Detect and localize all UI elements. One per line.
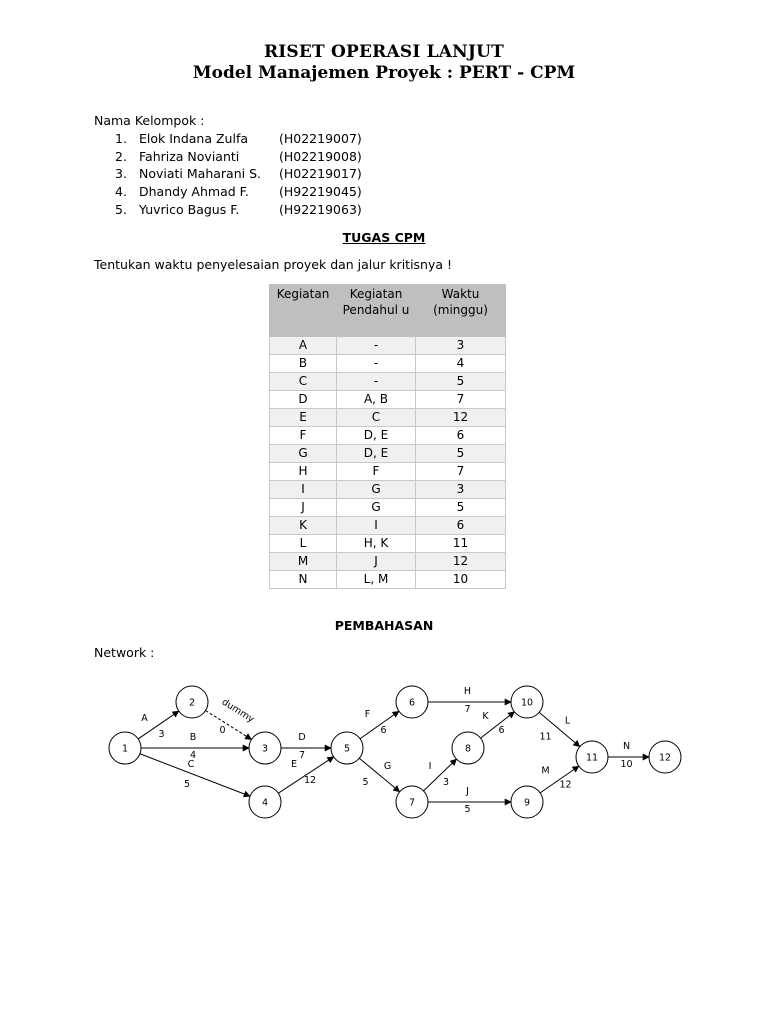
table-row bbox=[270, 463, 506, 481]
edge-activity-label: F bbox=[364, 709, 371, 720]
edge-activity-label: G bbox=[383, 761, 392, 772]
edge-activity-label: I bbox=[428, 761, 432, 772]
table-row bbox=[270, 391, 506, 409]
edge-duration-label: 6 bbox=[498, 725, 505, 736]
network-diagram bbox=[0, 670, 768, 840]
edge-duration-label: 5 bbox=[183, 779, 191, 790]
edge-activity-label: B bbox=[189, 732, 197, 743]
member-number: 3. bbox=[115, 166, 127, 181]
node-label: 11 bbox=[585, 752, 599, 764]
table-row bbox=[270, 445, 506, 463]
edge-activity-label: A bbox=[141, 713, 148, 724]
member-nim: (H92219045) bbox=[279, 184, 362, 199]
cell-predecessor: A, B bbox=[337, 391, 416, 409]
cell-duration: 6 bbox=[416, 517, 506, 535]
cell-predecessor: G bbox=[337, 499, 416, 517]
edge-duration-label: 5 bbox=[362, 777, 369, 788]
edge-activity-label: L bbox=[564, 715, 571, 727]
edge-duration-label: 6 bbox=[380, 725, 387, 736]
table-row bbox=[270, 517, 506, 535]
cell-predecessor: L, M bbox=[337, 571, 416, 589]
edge-activity-label: H bbox=[463, 686, 472, 697]
table-row bbox=[270, 481, 506, 499]
cell-activity: I bbox=[270, 481, 337, 499]
cell-activity: N bbox=[270, 571, 337, 589]
cell-duration: 11 bbox=[416, 535, 506, 553]
cell-duration: 4 bbox=[416, 355, 506, 373]
table-row bbox=[270, 409, 506, 427]
node-label: 3 bbox=[261, 743, 269, 755]
node-label: 4 bbox=[261, 797, 269, 809]
cell-duration: 7 bbox=[416, 391, 506, 409]
table-row bbox=[270, 535, 506, 553]
edge-activity-label: dummy bbox=[219, 696, 257, 726]
table-row bbox=[270, 355, 506, 373]
table-row bbox=[270, 427, 506, 445]
member-number: 2. bbox=[115, 149, 127, 164]
node-label: 9 bbox=[523, 797, 531, 809]
node-label: 7 bbox=[408, 797, 416, 809]
cell-activity: K bbox=[270, 517, 337, 535]
cell-activity: F bbox=[270, 427, 337, 445]
member-nim: (H02219008) bbox=[279, 149, 362, 164]
cell-duration: 7 bbox=[416, 463, 506, 481]
cell-duration: 5 bbox=[416, 445, 506, 463]
header-duration: Waktu (minggu) bbox=[416, 285, 506, 337]
node-label: 10 bbox=[520, 697, 534, 709]
node-label: 8 bbox=[464, 743, 472, 755]
cell-duration: 12 bbox=[416, 553, 506, 571]
cell-predecessor: - bbox=[337, 355, 416, 373]
header-predecessor: Kegiatan Pendahul u bbox=[337, 285, 416, 337]
node-label: 5 bbox=[343, 743, 351, 755]
edge-activity-label: C bbox=[187, 759, 195, 770]
member-number: 5. bbox=[115, 202, 127, 217]
edge-activity-label: N bbox=[622, 741, 631, 752]
section-title: PEMBAHASAN bbox=[334, 618, 434, 633]
table-row bbox=[270, 571, 506, 589]
cell-activity: B bbox=[270, 355, 337, 373]
edge-activity-label: J bbox=[466, 786, 469, 797]
member-nim: (H02219017) bbox=[279, 166, 362, 181]
cell-predecessor: H, K bbox=[337, 535, 416, 553]
task-instruction: Tentukan waktu penyelesaian proyek dan jalur kritisnya ! bbox=[94, 257, 453, 272]
cell-predecessor: J bbox=[337, 553, 416, 571]
table-row bbox=[270, 337, 506, 355]
cell-predecessor: G bbox=[337, 481, 416, 499]
member-name: Elok Indana Zulfa bbox=[139, 131, 249, 146]
edge-activity-label: K bbox=[482, 711, 489, 722]
table-row bbox=[270, 553, 506, 571]
cell-activity: J bbox=[270, 499, 337, 517]
cell-predecessor: I bbox=[337, 517, 416, 535]
edge-activity-label: E bbox=[290, 759, 298, 770]
cell-activity: C bbox=[270, 373, 337, 391]
cell-activity: L bbox=[270, 535, 337, 553]
member-number: 1. bbox=[115, 131, 127, 146]
edge-duration-label: 12 bbox=[303, 775, 317, 786]
member-name: Noviati Maharani S. bbox=[139, 166, 261, 181]
cell-predecessor: - bbox=[337, 373, 416, 391]
cell-predecessor: C bbox=[337, 409, 416, 427]
edge-duration-label: 11 bbox=[539, 731, 552, 743]
cell-predecessor: D, E bbox=[337, 445, 416, 463]
edge-duration-label: 12 bbox=[559, 779, 572, 791]
cell-duration: 12 bbox=[416, 409, 506, 427]
cell-activity: M bbox=[270, 553, 337, 571]
cell-duration: 3 bbox=[416, 337, 506, 355]
member-name: Dhandy Ahmad F. bbox=[139, 184, 249, 199]
edge-duration-label: 3 bbox=[158, 729, 165, 740]
table-row bbox=[270, 373, 506, 391]
cell-duration: 5 bbox=[416, 373, 506, 391]
cell-activity: H bbox=[270, 463, 337, 481]
cell-predecessor: D, E bbox=[337, 427, 416, 445]
cell-activity: A bbox=[270, 337, 337, 355]
header-activity: Kegiatan bbox=[270, 285, 337, 337]
cell-duration: 10 bbox=[416, 571, 506, 589]
member-nim: (H02219007) bbox=[279, 131, 362, 146]
node-label: 1 bbox=[121, 743, 129, 755]
cell-activity: E bbox=[270, 409, 337, 427]
edge-duration-label: 5 bbox=[464, 804, 471, 815]
edge-activity-label: D bbox=[298, 732, 306, 743]
edge-duration-label: 4 bbox=[189, 750, 197, 761]
cell-predecessor: F bbox=[337, 463, 416, 481]
cell-duration: 6 bbox=[416, 427, 506, 445]
edge-duration-label: 7 bbox=[464, 704, 471, 715]
cell-duration: 5 bbox=[416, 499, 506, 517]
cell-activity: G bbox=[270, 445, 337, 463]
member-name: Yuvrico Bagus F. bbox=[139, 202, 240, 217]
node-label: 6 bbox=[408, 697, 416, 709]
member-name: Fahriza Novianti bbox=[139, 149, 240, 164]
member-nim: (H92219063) bbox=[279, 202, 362, 217]
document-title: RISET OPERASI LANJUT bbox=[263, 42, 505, 62]
member-number: 4. bbox=[115, 184, 127, 199]
cell-activity: D bbox=[270, 391, 337, 409]
edge-activity-label: M bbox=[541, 765, 550, 777]
cell-duration: 3 bbox=[416, 481, 506, 499]
node-label: 12 bbox=[658, 752, 672, 764]
node-label: 2 bbox=[188, 697, 196, 709]
edge-duration-label: 0 bbox=[219, 725, 226, 736]
table-header-row bbox=[270, 285, 506, 337]
edge-duration-label: 10 bbox=[620, 759, 633, 770]
edge-duration-label: 3 bbox=[442, 777, 450, 788]
document-subtitle: Model Manajemen Proyek : PERT - CPM bbox=[192, 63, 576, 83]
activity-table bbox=[269, 284, 506, 589]
edge-duration-label: 7 bbox=[298, 750, 306, 761]
network-label: Network : bbox=[94, 645, 155, 660]
task-title: TUGAS CPM bbox=[342, 230, 426, 245]
cell-predecessor: - bbox=[337, 337, 416, 355]
group-label: Nama Kelompok : bbox=[94, 113, 205, 128]
table-row bbox=[270, 499, 506, 517]
